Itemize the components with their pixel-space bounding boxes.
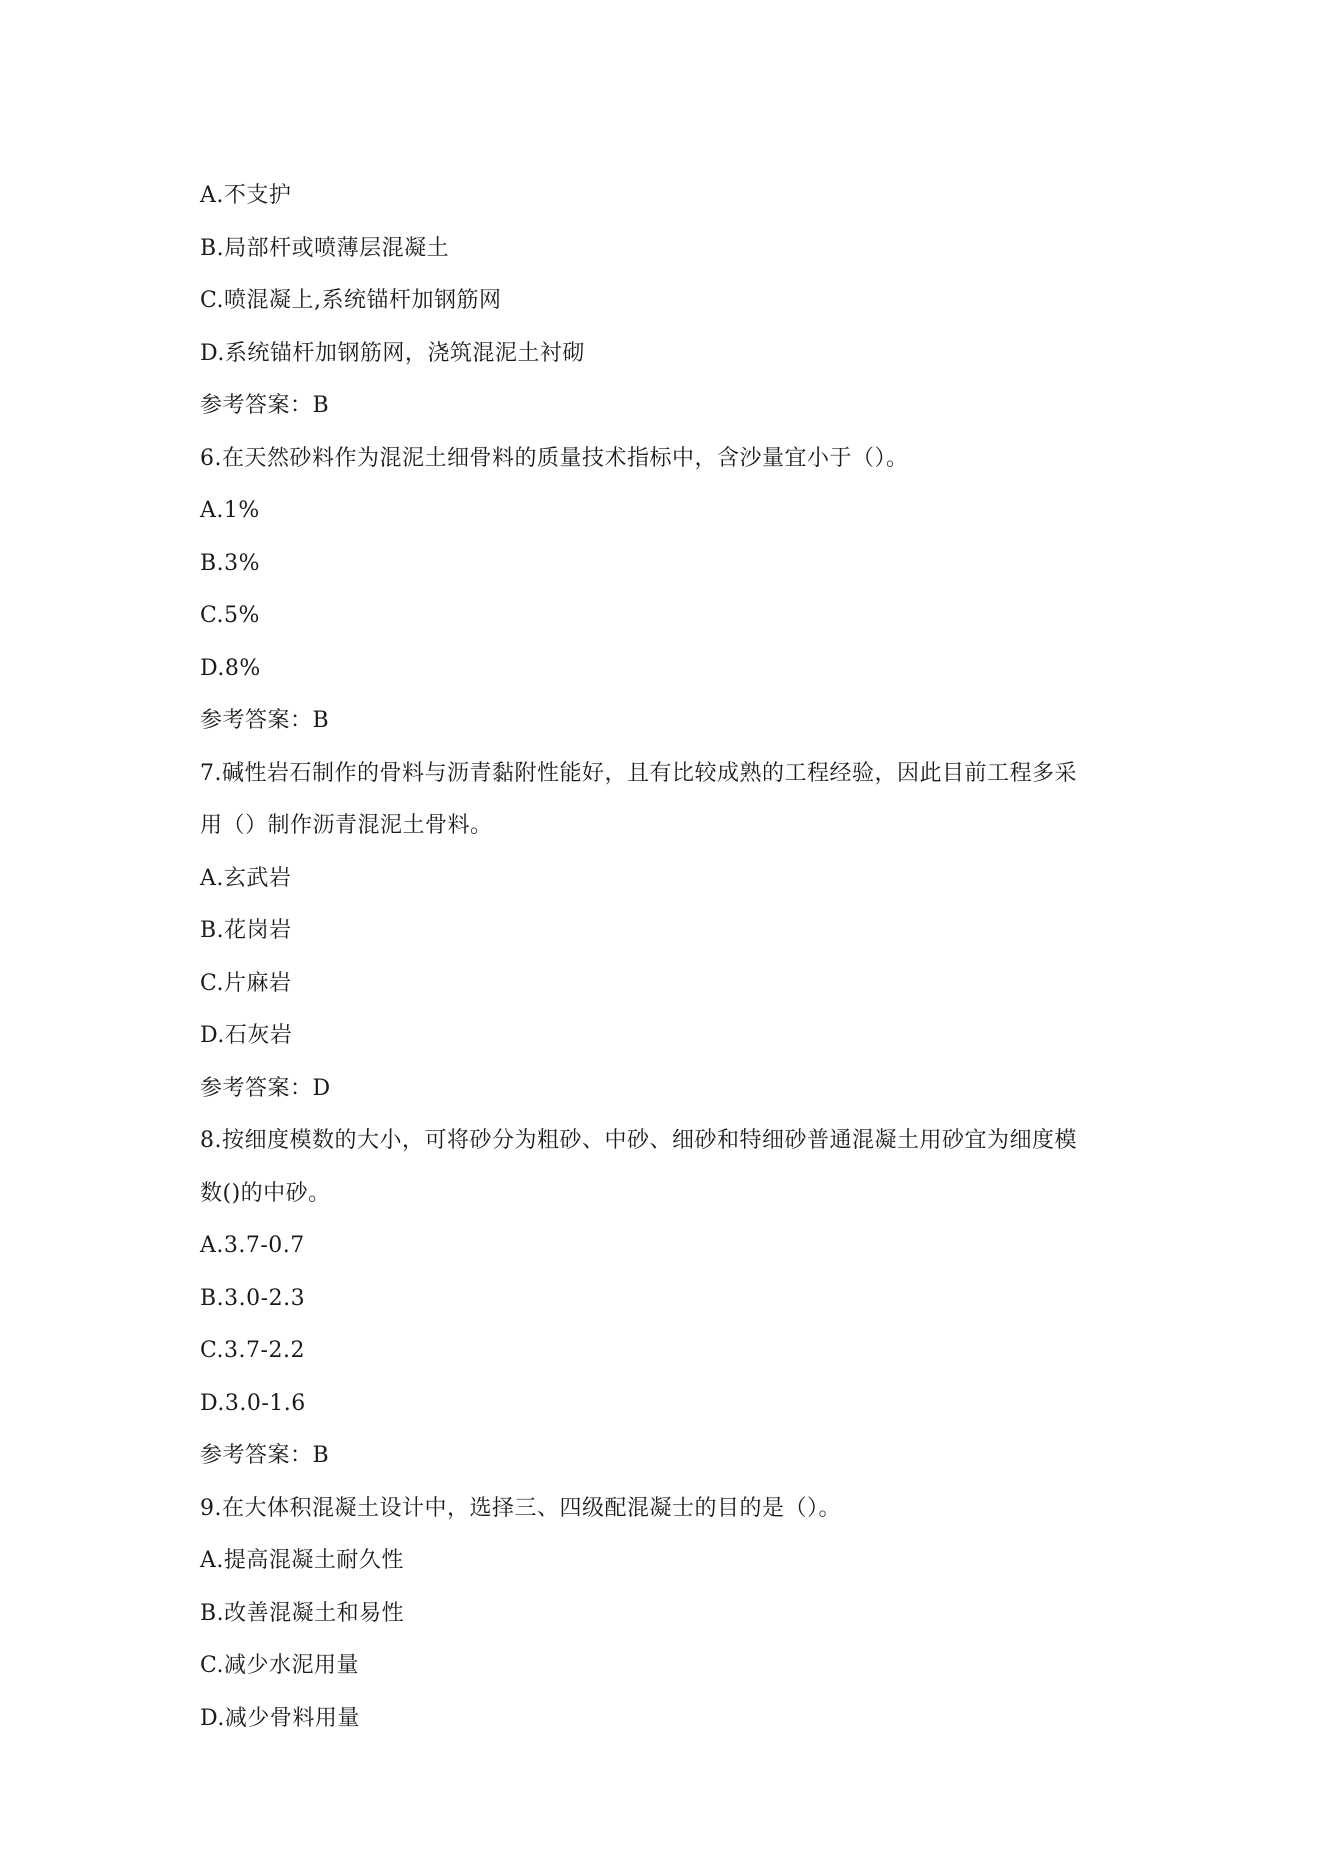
option-d: D.系统锚杆加钢筋网，浇筑混泥土衬砌 bbox=[200, 340, 585, 366]
option-c: C.减少水泥用量 bbox=[200, 1653, 360, 1678]
option-c: C.3.7-2.2 bbox=[200, 1338, 305, 1363]
option-a: A.玄武岩 bbox=[200, 865, 292, 891]
reference-answer: 参考答案：B bbox=[200, 393, 330, 418]
reference-answer: 参考答案：B bbox=[200, 708, 330, 733]
option-a: A.3.7-0.7 bbox=[200, 1233, 305, 1258]
option-b: B.3% bbox=[200, 550, 261, 576]
option-d: D.石灰岩 bbox=[200, 1023, 293, 1048]
option-b: B.改善混凝土和易性 bbox=[200, 1600, 405, 1626]
question-7-line-1: 7.碱性岩石制作的骨料与沥青黏附性能好，且有比较成熟的工程经验，因此目前工程多采 bbox=[200, 760, 1077, 786]
option-a: A.不支护 bbox=[200, 183, 292, 208]
option-b: B.局部杆或喷薄层混凝土 bbox=[200, 235, 450, 261]
question-8-line-2: 数()的中砂。 bbox=[200, 1180, 331, 1206]
option-a: A.提高混凝土耐久性 bbox=[200, 1548, 404, 1573]
question-9: 9.在大体积混凝土设计中，选择三、四级配混凝士的目的是（）。 bbox=[200, 1495, 841, 1521]
option-a: A.1% bbox=[200, 498, 260, 523]
option-b: B.3.0-2.3 bbox=[200, 1285, 306, 1311]
question-content bbox=[200, 170, 1120, 1745]
reference-answer: 参考答案：D bbox=[200, 1075, 331, 1101]
option-c: C.片麻岩 bbox=[200, 970, 292, 996]
option-c: C.5% bbox=[200, 603, 260, 628]
option-b: B.花岗岩 bbox=[200, 918, 292, 943]
question-7-line-2: 用（）制作沥青混泥土骨料。 bbox=[200, 813, 493, 838]
question-8-line-1: 8.按细度模数的大小，可将砂分为粗砂、中砂、细砂和特细砂普通混凝土用砂宜为细度模 bbox=[200, 1128, 1077, 1153]
option-d: D.减少骨料用量 bbox=[200, 1705, 360, 1731]
question-6: 6.在天然砂料作为混泥土细骨料的质量技术指标中，含沙量宜小于（）。 bbox=[200, 445, 909, 471]
reference-answer: 参考答案：B bbox=[200, 1443, 330, 1468]
option-d: D.3.0-1.6 bbox=[200, 1390, 306, 1416]
option-c: C.喷混凝上,系统锚杆加钢筋网 bbox=[200, 288, 502, 313]
option-d: D.8% bbox=[200, 655, 261, 681]
